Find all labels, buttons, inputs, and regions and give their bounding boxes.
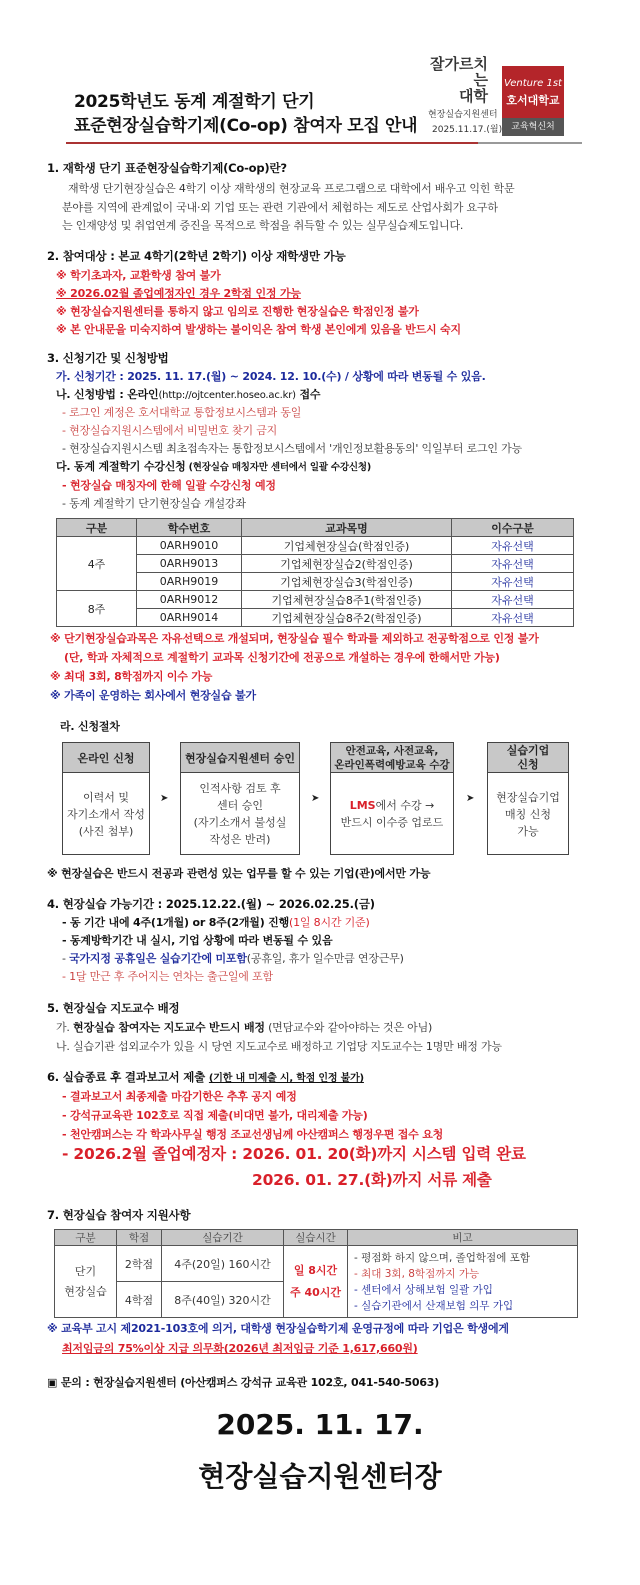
section1-body-line: 분야를 지역에 관계없이 국내·외 기업 또는 관련 기관에서 체험하는 제도로 산업사회가 요구하 bbox=[62, 201, 498, 214]
column-header: 실습기간 bbox=[162, 1230, 284, 1246]
step-text: 에서 수강 → bbox=[375, 799, 435, 812]
logo-university-name: 호서대학교 bbox=[506, 94, 560, 107]
square-bullet-icon: ▣ bbox=[47, 1376, 58, 1389]
application-method bbox=[56, 386, 320, 402]
procedure-note: ※ 현장실습은 반드시 전공과 관련성 있는 업무를 할 수 있는 기업(관)에서만 가능 bbox=[47, 867, 431, 880]
course-name: 기업체현장실습2(학점인증) bbox=[242, 555, 452, 573]
column-header: 교과목명 bbox=[242, 519, 452, 537]
table-note: ※ 가족이 운영하는 회사에서 현장실습 불가 bbox=[50, 689, 256, 702]
hours-line: 주 40시간 bbox=[289, 1285, 341, 1299]
section3-heading: 3. 신청기간 및 신청방법 bbox=[47, 351, 169, 365]
course-name: 기업체현장실습8주2(학점인증) bbox=[242, 609, 452, 627]
course-type: 자유선택 bbox=[452, 591, 574, 609]
slogan-logo bbox=[418, 56, 488, 104]
step-title: 온라인폭력예방교육 수강 bbox=[334, 758, 450, 771]
section4-item-text: - 동 기간 내에 4주(1개월) or 8주(2개월) 진행 bbox=[62, 916, 290, 929]
section5-item bbox=[56, 1019, 432, 1035]
graduate-deadline-system: - 2026.2월 졸업예정자 : 2026. 01. 20(화)까지 시스템 입력 완료 bbox=[62, 1145, 526, 1163]
section4-item: - 동계방학기간 내 실시, 기업 상황에 따라 변동될 수 있음 bbox=[62, 934, 333, 947]
remark-line: - 센터에서 상해보험 일괄 가입 bbox=[354, 1283, 493, 1296]
hours-cell bbox=[284, 1246, 348, 1318]
university-logo bbox=[502, 66, 564, 118]
issuer-center-name: 현장실습지원센터 bbox=[428, 110, 498, 120]
course-code: 0ARH9013 bbox=[137, 555, 242, 573]
minimum-wage-note-detail: 최저임금의 75%이상 지급 의무화(2026년 최저임금 기준 1,617,660원) bbox=[62, 1342, 418, 1355]
signature-date: 2025. 11. 17. bbox=[216, 1408, 424, 1441]
group-label: 4주 bbox=[57, 537, 137, 591]
section6-heading-text: 6. 실습종료 후 결과보고서 제출 bbox=[47, 1070, 206, 1084]
column-header: 학수번호 bbox=[137, 519, 242, 537]
signature-issuer: 현장실습지원센터장 bbox=[198, 1460, 442, 1493]
procedure-step-education bbox=[330, 742, 454, 855]
contact-info bbox=[47, 1374, 439, 1390]
step-text: 가능 bbox=[517, 824, 539, 838]
step-text: 자기소개서 작성 bbox=[67, 807, 145, 821]
graduate-deadline-documents: 2026. 01. 27.(화)까지 서류 제출 bbox=[252, 1171, 492, 1189]
issue-date: 2025.11.17.(월) bbox=[432, 125, 503, 135]
section5-item-emphasis: 현장실습 참여자는 지도교수 반드시 배정 bbox=[73, 1021, 265, 1034]
step-text: 현장실습기업 bbox=[496, 790, 560, 804]
application-method-label: 나. 신청방법 : 온라인 bbox=[56, 388, 159, 401]
arrow-right-icon: ➤ bbox=[466, 793, 475, 804]
remark-line: - 평점화 하지 않으며, 졸업학점에 포함 bbox=[354, 1251, 530, 1264]
enrollment-label: 다. 동계 계절학기 수강신청 bbox=[56, 460, 186, 473]
category-line: 단기 bbox=[74, 1264, 97, 1278]
section2-heading: 2. 참여대상 : 본교 4학기(2학년 2학기) 이상 재학생만 가능 bbox=[47, 249, 346, 263]
logo-brand: Venture 1st bbox=[504, 78, 562, 89]
course-type: 자유선택 bbox=[452, 573, 574, 591]
procedure-label: 라. 신청절차 bbox=[60, 720, 120, 733]
section4-item: - 국가지정 공휴일은 실습기간에 미포함(공휴일, 휴가 일수만큼 연장근무) bbox=[62, 952, 404, 965]
course-type: 자유선택 bbox=[452, 537, 574, 555]
arrow-right-icon: ➤ bbox=[311, 793, 320, 804]
step-text: 인적사항 검토 후 bbox=[199, 782, 281, 795]
course-table bbox=[56, 518, 574, 627]
course-code: 0ARH9012 bbox=[137, 591, 242, 609]
contact-text: 문의 : 현장실습지원센터 (아산캠퍼스 강석규 교육관 102호, 041-540-5063) bbox=[60, 1376, 440, 1389]
section2-note: ※ 현장실습지원센터를 통하지 않고 임의로 진행한 현장실습은 학점인정 불가 bbox=[56, 305, 419, 318]
step-title: 온라인 신청 bbox=[77, 751, 135, 765]
section5-heading: 5. 현장실습 지도교수 배정 bbox=[47, 1001, 180, 1015]
table-note: (단, 학과 자체적으로 계절학기 교과목 신청기간에 전공으로 개설하는 경우에 한해서만 가능) bbox=[64, 651, 500, 664]
enrollment-heading bbox=[56, 458, 371, 474]
course-name: 기업체현장실습8주1(학점인증) bbox=[242, 591, 452, 609]
period-cell: 8주(40일) 320시간 bbox=[162, 1282, 284, 1318]
table-row bbox=[57, 537, 574, 555]
section4-item-emphasis: (1일 8시간 기준) bbox=[289, 916, 370, 929]
column-header: 비고 bbox=[348, 1230, 578, 1246]
lms-link[interactable]: LMS bbox=[349, 799, 376, 812]
course-name: 기업체현장실습(학점인증) bbox=[242, 537, 452, 555]
step-title: 안전교육, 사전교육, bbox=[345, 744, 439, 757]
slogan-line1: 잘가르치는 bbox=[430, 55, 488, 89]
method-note: - 현장실습지원시스템 최초접속자는 통합정보시스템에서 '개인정보활용동의' 익일부터 로그인 가능 bbox=[62, 442, 522, 455]
procedure-step-online bbox=[62, 742, 150, 855]
section4-item: - 1달 만근 후 주어지는 연차는 출근일에 포함 bbox=[62, 970, 273, 983]
application-url-link[interactable]: (http://ojtcenter.hoseo.ac.kr) bbox=[158, 390, 296, 401]
credit-cell: 2학점 bbox=[117, 1246, 162, 1282]
application-method-suffix: 접수 bbox=[295, 388, 321, 401]
course-type: 자유선택 bbox=[452, 555, 574, 573]
credit-cell: 4학점 bbox=[117, 1282, 162, 1318]
section5-item-prefix: 가. bbox=[56, 1021, 74, 1034]
section4-item bbox=[62, 914, 370, 930]
step-title: 신청 bbox=[517, 757, 539, 771]
step-text: 센터 승인 bbox=[216, 799, 263, 812]
enrollment-sub: (현장실습 매칭자만 센터에서 일괄 수강신청) bbox=[185, 462, 371, 473]
section5-item-text: (면담교수와 같아야하는 것은 아님) bbox=[264, 1021, 433, 1034]
application-period: 가. 신청기간 : 2025. 11. 17.(월) ~ 2024. 12. 10.(수) / 상황에 따라 변동될 수 있음. bbox=[56, 370, 486, 383]
course-code: 0ARH9010 bbox=[137, 537, 242, 555]
section2-note: ※ 본 안내문을 미숙지하여 발생하는 불이익은 참여 학생 본인에게 있음을 반드시 숙지 bbox=[56, 323, 461, 336]
step-text: 매칭 신청 bbox=[504, 807, 551, 821]
section1-body-line: 는 인재양성 및 취업연계 증진을 목적으로 학점을 취득할 수 있는 실무실습제도입니다. bbox=[62, 219, 464, 232]
section7-heading: 7. 현장실습 참여자 지원사항 bbox=[47, 1208, 191, 1222]
group-label: 8주 bbox=[57, 591, 137, 627]
minimum-wage-note: ※ 교육부 고시 제2021-103호에 의거, 대학생 현장실습학기제 운영규정에 따라 기업은 학생에게 bbox=[47, 1322, 509, 1335]
remark-line: - 최대 3회, 8학점까지 가능 bbox=[354, 1267, 480, 1280]
column-header: 구분 bbox=[57, 519, 137, 537]
section1-heading: 1. 재학생 단기 표준현장실습학기제(Co-op)란? bbox=[47, 161, 287, 175]
section2-note: ※ 2026.02월 졸업예정자인 경우 2학점 인정 가능 bbox=[56, 287, 301, 300]
slogan-line2: 대학 bbox=[459, 87, 488, 105]
method-note: - 로그인 계정은 호서대학교 통합정보시스템과 동일 bbox=[62, 406, 302, 419]
enrollment-note: - 현장실습 매칭자에 한해 일괄 수강신청 예정 bbox=[62, 479, 276, 492]
section6-heading-note: (기한 내 미제출 시, 학점 인정 불가) bbox=[208, 1073, 364, 1084]
method-note: - 현장실습지원시스템에서 비밀번호 찾기 금지 bbox=[62, 424, 278, 437]
section6-item: - 천안캠퍼스는 각 학과사무실 행정 조교선생님께 아산캠퍼스 행정우편 접수 요청 bbox=[62, 1128, 444, 1141]
section6-item: - 강석규교육관 102호로 직접 제출(비대면 불가, 대리제출 가능) bbox=[62, 1109, 368, 1122]
remarks-cell bbox=[348, 1246, 578, 1318]
column-header: 학점 bbox=[117, 1230, 162, 1246]
step-text: 반드시 이수증 업로드 bbox=[340, 816, 444, 829]
column-header: 구분 bbox=[55, 1230, 117, 1246]
logo-department: 교육혁신처 bbox=[502, 118, 564, 136]
section4-item-emphasis: 국가지정 공휴일은 실습기간에 미포함 bbox=[69, 952, 247, 965]
enrollment-note: - 동계 계절학기 단기현장실습 개설강좌 bbox=[62, 497, 246, 510]
section6-heading bbox=[47, 1069, 364, 1085]
section4-heading: 4. 현장실습 가능기간 : 2025.12.22.(월) ~ 2026.02.25.(금) bbox=[47, 897, 375, 911]
column-header: 이수구분 bbox=[452, 519, 574, 537]
hours-line: 일 8시간 bbox=[293, 1263, 338, 1277]
section4-item-text: (공휴일, 휴가 일수만큼 연장근무) bbox=[246, 952, 404, 965]
course-type: 자유선택 bbox=[452, 609, 574, 627]
step-text: (자기소개서 불성실 bbox=[193, 816, 287, 829]
header-divider-gray bbox=[478, 142, 582, 144]
document-title-line2: 표준현장실습학기제(Co-op) 참여자 모집 안내 bbox=[74, 116, 418, 136]
category-line: 현장실습 bbox=[64, 1284, 107, 1298]
table-note: ※ 단기현장실습과목은 자유선택으로 개설되며, 현장실습 필수 학과를 제외하고 전공학점으로 인정 불가 bbox=[50, 632, 539, 645]
course-code: 0ARH9019 bbox=[137, 573, 242, 591]
section5-item: 나. 실습기관 섭외교수가 있을 시 당연 지도교수로 배정하고 기업당 지도교수는 1명만 배정 가능 bbox=[56, 1040, 502, 1053]
remark-line: - 실습기관에서 산재보험 의무 가입 bbox=[354, 1299, 514, 1312]
table-row bbox=[57, 591, 574, 609]
step-title: 실습기업 bbox=[506, 743, 550, 757]
step-title: 현장실습지원센터 승인 bbox=[184, 751, 296, 765]
arrow-right-icon: ➤ bbox=[160, 793, 169, 804]
procedure-step-approval bbox=[180, 742, 300, 855]
period-cell: 4주(20일) 160시간 bbox=[162, 1246, 284, 1282]
step-text: 작성은 반려) bbox=[209, 833, 271, 846]
column-header: 실습시간 bbox=[284, 1230, 348, 1246]
table-row bbox=[55, 1246, 578, 1282]
step-text: 이력서 및 bbox=[82, 790, 129, 804]
document-title-line1: 2025학년도 동계 계절학기 단기 bbox=[74, 92, 315, 112]
section2-note: ※ 학기초과자, 교환학생 참여 불가 bbox=[56, 269, 221, 282]
course-code: 0ARH9014 bbox=[137, 609, 242, 627]
section6-item: - 결과보고서 최종제출 마감기한은 추후 공지 예정 bbox=[62, 1090, 297, 1103]
support-table bbox=[54, 1229, 578, 1318]
course-name: 기업체현장실습3(학점인증) bbox=[242, 573, 452, 591]
table-note: ※ 최대 3회, 8학점까지 이수 가능 bbox=[50, 670, 213, 683]
step-text: (사진 첨부) bbox=[78, 824, 134, 838]
section1-body-line: 재학생 단기현장실습은 4학기 이상 재학생의 현장교육 프로그램으로 대학에서 배우고 익힌 학문 bbox=[68, 182, 515, 195]
support-category bbox=[55, 1246, 117, 1318]
procedure-step-company bbox=[487, 742, 569, 855]
